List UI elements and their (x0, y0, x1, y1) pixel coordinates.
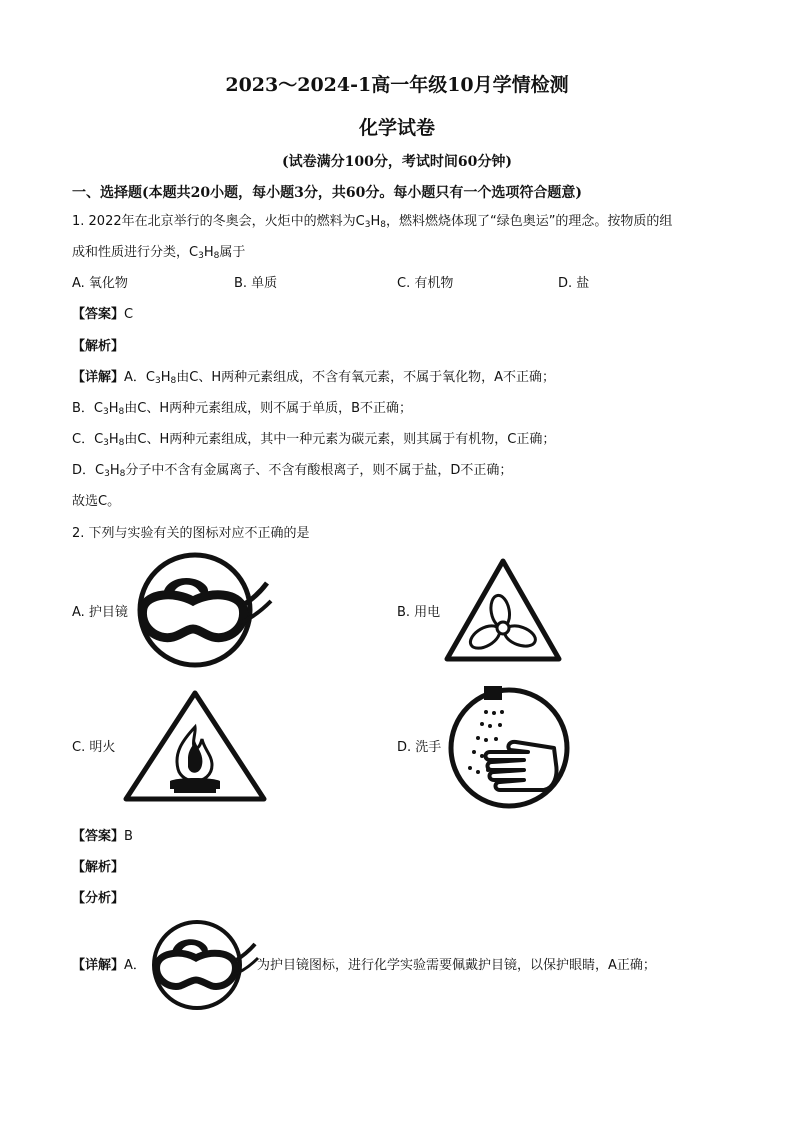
hand-washing-icon (444, 686, 574, 810)
q2-detail-a-text: 为护目镜图标，进行化学实验需要佩戴护目镜，以保护眼睛，A正确； (257, 958, 656, 973)
goggles-icon-small (152, 920, 262, 1010)
q1-detail-d: D．$C_3H_8$分子中不含有金属离子、不含有酸根离子，则不属于盐，D不正确； (72, 463, 513, 479)
exam-note: (试卷满分100分，考试时间60分钟) (282, 154, 512, 170)
goggles-icon (135, 553, 275, 668)
q2-option-b: B. 用电 (397, 605, 441, 620)
q2-detail-a-lead: 【详解】A． (72, 958, 146, 973)
q1-detail-b: B．$C_3H_8$由C、H两种元素组成，则不属于单质，B不正确； (72, 401, 413, 417)
electric-fan-icon (443, 557, 563, 665)
q2-option-d: D. 洗手 (397, 740, 442, 755)
exam-title: 2023～2024-1高一年级10月学情检测 (225, 74, 569, 96)
q2-option-a: A. 护目镜 (72, 605, 128, 620)
section-heading: 一、选择题(本题共20小题，每小题3分，共60分。每小题只有一个选项符合题意) (72, 185, 582, 201)
q1-option-b: B. 单质 (234, 276, 278, 291)
q2-analysis-tag: 【解析】 (72, 860, 125, 875)
q2-fenxi-tag: 【分析】 (72, 891, 125, 906)
q1-detail-a: 【详解】A．$C_3H_8$由C、H两种元素组成，不含有氧元素，不属于氧化物，A不正确； (72, 370, 555, 386)
open-flame-icon (122, 689, 268, 804)
q1-option-a: A. 氧化物 (72, 276, 128, 291)
q1-option-d: D. 盐 (558, 276, 590, 291)
q1-answer: 【答案】C (72, 307, 134, 322)
q1-detail-c: C．$C_3H_8$由C、H两种元素组成，其中一种元素为碳元素，则其属于有机物，C正确； (72, 432, 556, 448)
q1-option-c: C. 有机物 (397, 276, 454, 291)
q1-stem-line2: 成和性质进行分类，$C_3H_8$属于 (72, 245, 246, 261)
q2-stem: 2. 下列与实验有关的图标对应不正确的是 (72, 526, 310, 541)
exam-subject: 化学试卷 (358, 117, 435, 139)
q2-option-c: C. 明火 (72, 740, 116, 755)
q2-answer: 【答案】B (72, 829, 133, 844)
q1-conclusion: 故选C。 (72, 494, 121, 509)
q1-stem-line1: 1. 2022年在北京举行的冬奥会，火炬中的燃料为$C_3H_8$，燃料燃烧体现了“绿色奥运”的理念。按物质的组 (72, 214, 673, 230)
q1-analysis-tag: 【解析】 (72, 339, 125, 354)
